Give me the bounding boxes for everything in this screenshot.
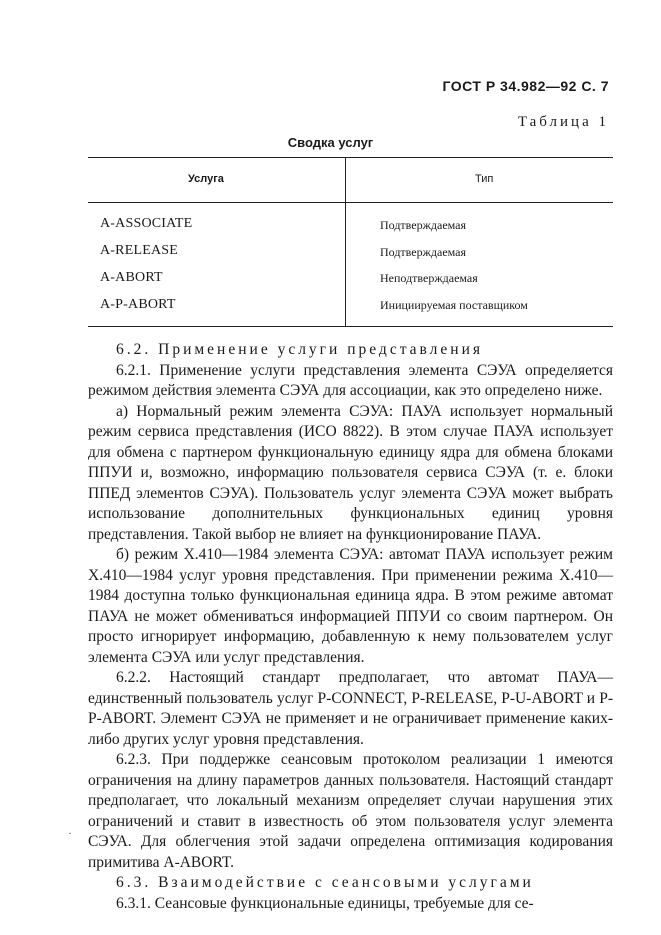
page-header: ГОСТ Р 34.982—92 С. 7 [442,78,609,94]
table-cell-type: Подтверждаемая [380,218,466,232]
table-cell-type: Подтверждаемая [380,245,466,259]
section-heading-6-2: 6.2. Применение услуги представления [116,341,483,358]
paragraph-b: б) режим X.410—1984 элемента СЭУА: автомат ПАУА использует режим X.410—1984 услуг уровня представления. При применении режима X.410—1984 доступна только функциональная единица ядра. В этом режиме автомат ПАУА не может обмениваться информацией ППУИ со своим партнером. Он просто игнорирует информацию, добавленную к нему пользователем услуг элемента СЭУА или услуг представления. [88,546,613,666]
body-text [88,340,613,914]
services-table [88,157,613,327]
table-cell-service: A-RELEASE [100,243,179,258]
table-bottom-rule [88,326,613,327]
paragraph-6-2-3: 6.2.3. При поддержке сеансовым протоколом реализации 1 имеются ограничения на длину параметров данных пользователя. Настоящий стандарт предполагает, что локальный механизм определяет случаи нарушения этих ограничений и ставит в известность об этом пользователя услуг элемента СЭУА. Для облегчения этой задачи определена оптимизация кодирования примитива A-ABORT. [88,751,613,871]
table-cell-service: A-ASSOCIATE [100,216,193,231]
table-cell-service: A-ABORT [100,270,163,285]
paragraph-a: а) Нормальный режим элемента СЭУА: ПАУА использует нормальный режим сервиса представления (ИСО 8822). В этом случае ПАУА использует для обмена с партнером функциональную единицу ядра для обмена блоками ППУИ и, возможно, информацию пользователя сервиса СЭУА (т. е. блоки ППЕД элементов СЭУА). Пользователь услуг элемента СЭУА может выбрать использование дополнительных функциональных единиц уровня представления. Такой выбор не влияет на функционирование ПАУА. [88,402,613,543]
table-title: Сводка услуг [287,135,374,150]
table-cell-type: Инициируемая поставщиком [380,298,528,312]
paragraph-6-2-2: 6.2.2. Настоящий стандарт предполагает, что автомат ПАУА— единственный пользователь услуг P-CONNECT, P-RELEASE, P-U-ABORT и P-P-ABORT. Элемент СЭУА не применяет и не ограничивает применение каких-либо других услуг уровня представления. [88,669,613,748]
column-header-type: Тип [475,173,494,185]
table-label: Таблица 1 [517,114,609,130]
paragraph-6-2-1: 6.2.1. Применение услуги представления элемента СЭУА определяется режимом действия элемента СЭУА для ассоциации, как это определено ниже. [88,361,613,399]
paragraph-6-3-1: 6.3.1. Сеансовые функциональные единицы, требуемые для се- [116,894,534,912]
column-header-service: Услуга [188,173,224,185]
table-cell-service: A-P-ABORT [100,297,176,312]
table-header-rule [88,202,613,203]
table-top-rule [88,157,613,158]
section-heading-6-3: 6.3. Взаимодействие с сеансовыми услугами [116,874,534,891]
margin-mark: · [68,826,72,840]
table-cell-type: Неподтверждаемая [380,271,478,285]
table-column-divider [345,157,346,327]
